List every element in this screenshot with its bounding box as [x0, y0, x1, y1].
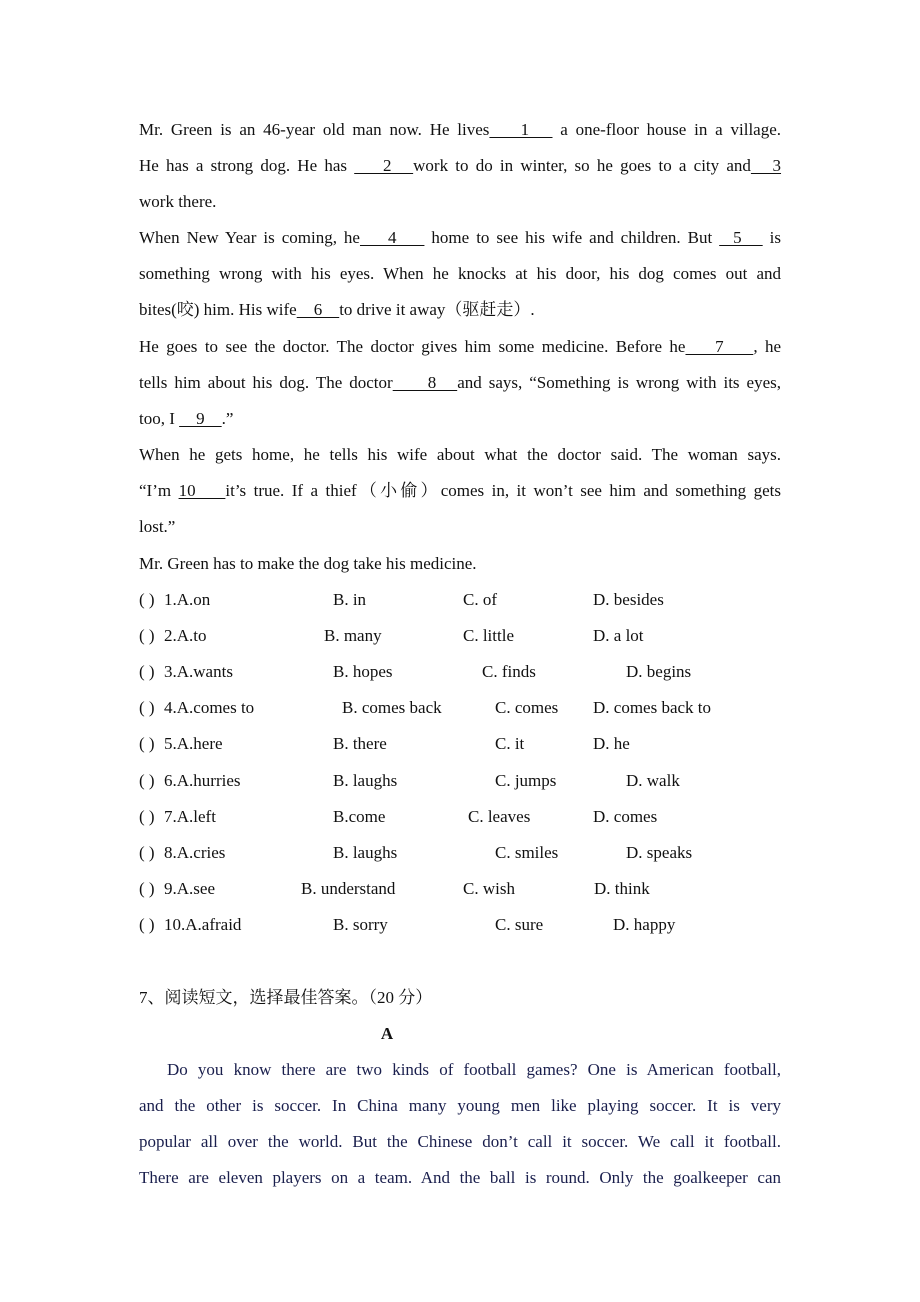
option-row: [139, 915, 781, 935]
cloze-line: “I’m 10 it’s true. If a thief（小偷）comes in, it won’t see him and something gets: [139, 481, 782, 500]
blank-4[interactable]: 4: [359, 228, 425, 247]
section-title: 7、阅读短文，选择最佳答案。（20 分）: [139, 988, 433, 1007]
option-b[interactable]: B. sorry: [333, 915, 388, 934]
cloze-line: When he gets home, he tells his wife about what the doctor said. The woman says.: [139, 445, 781, 464]
option-a[interactable]: 10.A.afraid: [164, 915, 242, 934]
answer-paren[interactable]: ( ): [139, 807, 155, 826]
blank-7[interactable]: 7: [685, 337, 754, 356]
option-c[interactable]: C. jumps: [495, 771, 557, 790]
option-c[interactable]: C. finds: [482, 662, 536, 681]
option-c[interactable]: C. comes: [495, 698, 559, 717]
option-row: [139, 771, 781, 791]
option-d[interactable]: D. besides: [593, 590, 664, 609]
cloze-line: He has a strong dog. He has 2 work to do in winter, so he goes to a city and 3: [139, 156, 782, 175]
option-a[interactable]: 9.A.see: [164, 879, 215, 898]
cloze-line: too, I 9 .”: [139, 409, 234, 428]
blank-9[interactable]: 9: [179, 409, 222, 428]
answer-paren[interactable]: ( ): [139, 771, 155, 790]
answer-paren[interactable]: ( ): [139, 879, 155, 898]
option-a[interactable]: 3.A.wants: [164, 662, 233, 681]
option-d[interactable]: D. a lot: [593, 626, 644, 645]
option-row: [139, 626, 781, 646]
blank-1[interactable]: 1: [489, 120, 553, 139]
option-row: [139, 879, 781, 899]
option-row: [139, 590, 781, 610]
option-c[interactable]: C. of: [463, 590, 497, 609]
cloze-line: work there.: [139, 192, 217, 211]
option-row: [139, 662, 781, 682]
cloze-line: tells him about his dog. The doctor 8 and says, “Something is wrong with its eyes,: [139, 373, 781, 392]
option-b[interactable]: B. hopes: [333, 662, 393, 681]
option-c[interactable]: C. smiles: [495, 843, 559, 862]
option-a[interactable]: 4.A.comes to: [164, 698, 255, 717]
cloze-line: bites(咬) him. His wife 6 to drive it away（驱赶走）.: [139, 300, 535, 319]
blank-8[interactable]: 8: [392, 373, 458, 392]
cloze-line: lost.”: [139, 517, 176, 536]
blank-3[interactable]: 3: [750, 156, 782, 175]
option-a[interactable]: 7.A.left: [164, 807, 216, 826]
option-d[interactable]: D. begins: [626, 662, 692, 681]
option-c[interactable]: C. wish: [463, 879, 515, 898]
cloze-line: He goes to see the doctor. The doctor gives him some medicine. Before he 7 , he: [139, 337, 782, 356]
blank-2[interactable]: 2: [354, 156, 414, 175]
option-b[interactable]: B. in: [333, 590, 367, 609]
answer-paren[interactable]: ( ): [139, 843, 155, 862]
option-b[interactable]: B. laughs: [333, 771, 398, 790]
answer-paren[interactable]: ( ): [139, 662, 155, 681]
option-d[interactable]: D. walk: [626, 771, 680, 790]
option-c[interactable]: C. leaves: [468, 807, 531, 826]
answer-paren[interactable]: ( ): [139, 915, 155, 934]
option-b[interactable]: B. comes back: [342, 698, 442, 717]
option-d[interactable]: D. comes: [593, 807, 658, 826]
option-c[interactable]: C. sure: [495, 915, 544, 934]
option-d[interactable]: D. speaks: [626, 843, 693, 862]
passage-line: There are eleven players on a team. And the ball is round. Only the goalkeeper can: [139, 1168, 781, 1187]
cloze-line: Mr. Green has to make the dog take his medicine.: [139, 554, 477, 573]
option-d[interactable]: D. think: [594, 879, 650, 898]
option-b[interactable]: B. laughs: [333, 843, 398, 862]
option-row: [139, 843, 781, 863]
option-d[interactable]: D. he: [593, 734, 630, 753]
option-a[interactable]: 1.A.on: [164, 590, 211, 609]
option-a[interactable]: 6.A.hurries: [164, 771, 241, 790]
blank-5[interactable]: 5: [719, 228, 763, 247]
blank-6[interactable]: 6: [296, 300, 340, 319]
option-a[interactable]: 5.A.here: [164, 734, 223, 753]
option-b[interactable]: B. understand: [301, 879, 396, 898]
option-row: [139, 698, 781, 718]
option-c[interactable]: C. little: [463, 626, 514, 645]
option-d[interactable]: D. comes back to: [593, 698, 712, 717]
option-row: [139, 807, 781, 827]
option-b[interactable]: B.come: [333, 807, 386, 826]
option-a[interactable]: 8.A.cries: [164, 843, 226, 862]
passage-line: and the other is soccer. In China many young men like playing soccer. It is very: [139, 1096, 781, 1115]
answer-paren[interactable]: ( ): [139, 734, 155, 753]
answer-paren[interactable]: ( ): [139, 590, 155, 609]
option-a[interactable]: 2.A.to: [164, 626, 207, 645]
blank-10[interactable]: 10: [178, 481, 226, 500]
passage-line: Do you know there are two kinds of football games? One is American football,: [167, 1060, 781, 1079]
cloze-line: Mr. Green is an 46-year old man now. He lives 1 a one-floor house in a village.: [139, 120, 782, 139]
answer-paren[interactable]: ( ): [139, 626, 155, 645]
passage-line: popular all over the world. But the Chinese don’t call it soccer. We call it football.: [139, 1132, 781, 1151]
option-d[interactable]: D. happy: [613, 915, 676, 934]
option-row: [139, 734, 781, 754]
option-b[interactable]: B. many: [324, 626, 382, 645]
option-b[interactable]: B. there: [333, 734, 387, 753]
cloze-line: something wrong with his eyes. When he knocks at his door, his dog comes out and: [139, 264, 781, 283]
cloze-line: When New Year is coming, he 4 home to see his wife and children. But 5 is: [139, 228, 782, 247]
passage-heading: A: [380, 1024, 394, 1043]
option-c[interactable]: C. it: [495, 734, 525, 753]
answer-paren[interactable]: ( ): [139, 698, 155, 717]
